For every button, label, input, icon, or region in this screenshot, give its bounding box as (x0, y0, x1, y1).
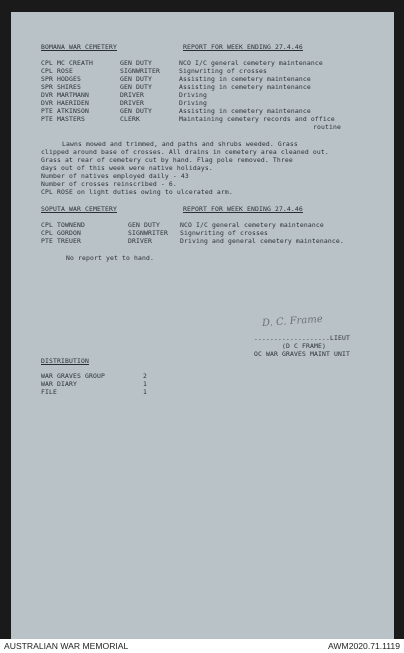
staff-name: DVR HAERIDEN (41, 99, 89, 107)
staff-name: SPR HODGES (41, 75, 81, 83)
staff-task: NCO I/C general cemetery maintenance (179, 59, 323, 67)
section2-note: No report yet to hand. (66, 254, 154, 262)
staff-role: CLERK (120, 115, 140, 123)
section2-heading: SOPUTA WAR CEMETERY (41, 205, 117, 213)
staff-name: PTE TREUER (41, 237, 81, 245)
note-line: Number of crosses reinscribed - 6. (41, 180, 177, 188)
note-line: Lawns mowed and trimmed, and paths and shrubs weeded. Grass (62, 140, 298, 148)
distribution-qty: 1 (143, 380, 147, 388)
signature-title: OC WAR GRAVES MAINT UNIT (254, 350, 350, 358)
section1-heading: BOMANA WAR CEMETERY (41, 43, 117, 51)
distribution-item: FILE (41, 388, 57, 396)
staff-task: Assisting in cemetery maintenance (179, 83, 311, 91)
staff-task: Signwriting of crosses (180, 229, 268, 237)
staff-name: DVR MARTMANN (41, 91, 89, 99)
staff-role: GEN DUTY (120, 83, 152, 91)
staff-name: CPL MC CREATH (41, 59, 93, 67)
footer-bar (0, 639, 404, 653)
note-line: Grass at rear of cemetery cut by hand. Flag pole removed. Three (41, 156, 293, 164)
distribution-heading: DISTRIBUTION (41, 357, 89, 365)
staff-name: CPL ROSE (41, 67, 73, 75)
note-line: days out of this week were native holidays. (41, 164, 213, 172)
signature-name: (D C FRAME) (282, 342, 326, 350)
distribution-qty: 2 (143, 372, 147, 380)
staff-role: DRIVER (120, 91, 144, 99)
note-line: CPL ROSE on light duties owing to ulcerated arm. (41, 188, 233, 196)
staff-name: PTE ATKINSON (41, 107, 89, 115)
staff-name: CPL GORDON (41, 229, 81, 237)
staff-name: CPL TOWNEND (41, 221, 85, 229)
staff-role: DRIVER (128, 237, 152, 245)
staff-role: DRIVER (120, 99, 144, 107)
staff-task: Assisting in cemetery maintenance (179, 75, 311, 83)
staff-task: Driving and general cemetery maintenance. (180, 237, 344, 245)
staff-task: Driving (179, 91, 207, 99)
staff-task: NCO I/C general cemetery maintenance (180, 221, 324, 229)
staff-role: GEN DUTY (120, 107, 152, 115)
section1-report-title: REPORT FOR WEEK ENDING 27.4.46 (183, 43, 303, 51)
distribution-qty: 1 (143, 388, 147, 396)
distribution-item: WAR DIARY (41, 380, 77, 388)
staff-role: GEN DUTY (120, 75, 152, 83)
staff-task: Driving (179, 99, 207, 107)
signature-rank-line: ...................LIEUT (254, 334, 350, 342)
staff-name: SPR SHIRES (41, 83, 81, 91)
note-line: clipped around base of crosses. All drains in cemetery area cleaned out. (41, 148, 329, 156)
footer-accession-number: AWM2020.71.1119 (328, 641, 400, 651)
staff-task: Assisting in cemetery maintenance (179, 107, 311, 115)
staff-role: SIGNWRITER (128, 229, 168, 237)
staff-name: PTE MASTERS (41, 115, 85, 123)
note-line: Number of natives employed daily - 43 (41, 172, 189, 180)
staff-task: Maintaining cemetery records and office (179, 115, 335, 123)
section2-report-title: REPORT FOR WEEK ENDING 27.4.46 (183, 205, 303, 213)
staff-task: Signwriting of crosses (179, 67, 267, 75)
staff-role: SIGNWRITER (120, 67, 160, 75)
staff-task-continued: routine (313, 123, 341, 131)
footer-source: AUSTRALIAN WAR MEMORIAL (4, 641, 129, 651)
handwritten-signature: D. C. Frame (261, 313, 324, 330)
staff-role: GEN DUTY (120, 59, 152, 67)
staff-role: GEN DUTY (128, 221, 160, 229)
distribution-item: WAR GRAVES GROUP (41, 372, 105, 380)
